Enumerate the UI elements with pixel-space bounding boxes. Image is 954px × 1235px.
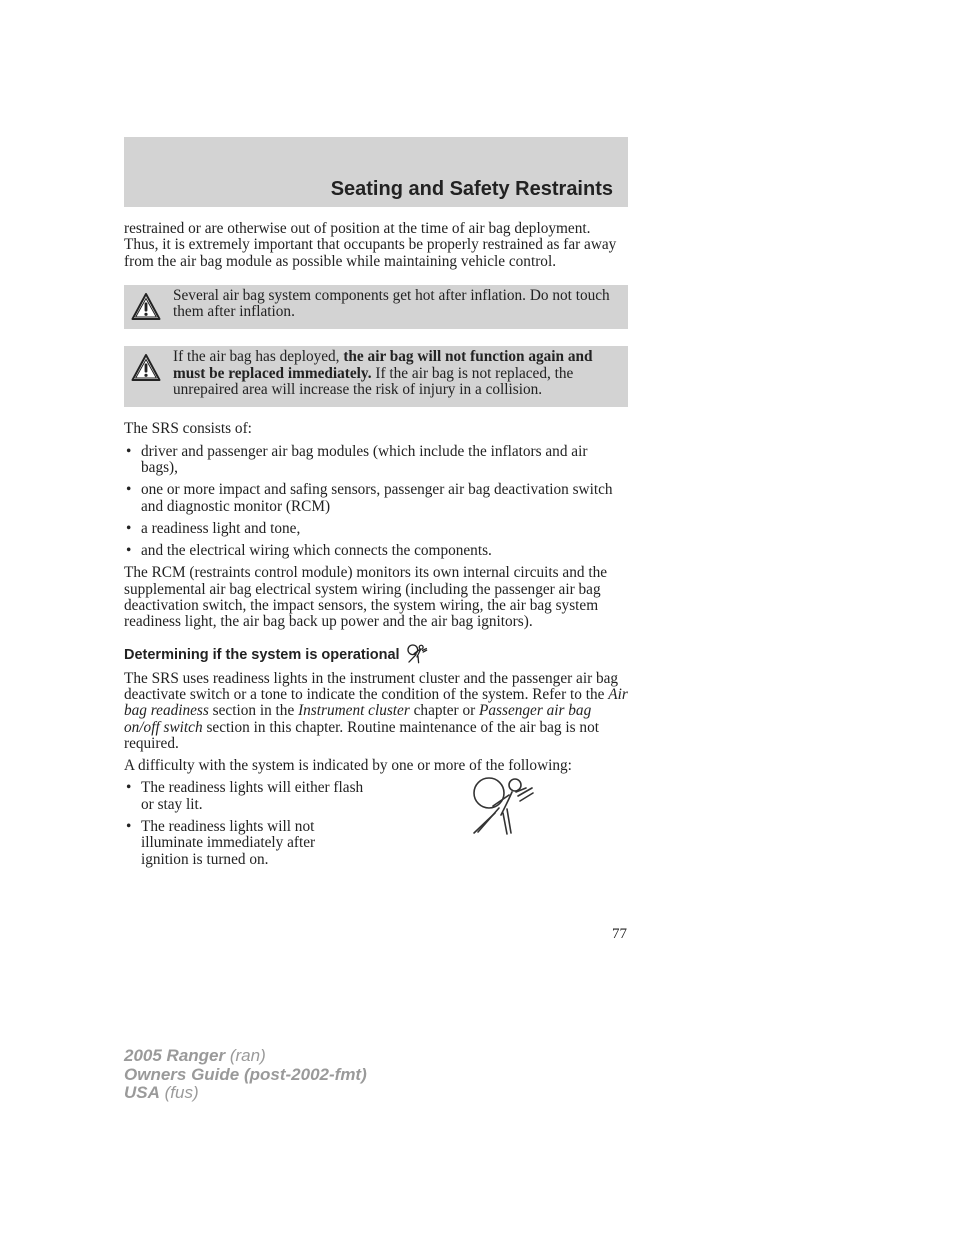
list-item-text: The readiness lights will not illuminate immediately after ignition is turned on. [141, 818, 316, 868]
intro-paragraph: restrained or are otherwise out of position at the time of air bag deployment. Thus, it is extremely important that occupants be properly restrained as far away from the air bag module as possible while maintaining vehicle control. [124, 220, 617, 270]
airbag-readiness-icon [469, 775, 535, 837]
warning-triangle-icon [131, 292, 161, 322]
list-item-text: and the electrical wiring which connects the components. [141, 542, 492, 560]
list-item [124, 819, 364, 868]
section-title: Seating and Safety Restraints [330, 178, 613, 200]
text-run: section in this chapter. Routine maintenance of the air bag is not required. [124, 718, 599, 752]
bullet: • [126, 481, 132, 499]
srs-readiness-paragraph [124, 671, 628, 752]
list-item-text: a readiness light and tone, [141, 519, 301, 537]
reference-air-bag-readiness: Air bag readiness [124, 685, 628, 720]
footer-model-code: (ran) [225, 1046, 266, 1065]
srs-intro: The SRS consists of: [124, 420, 252, 438]
rcm-paragraph: The RCM (restraints control module) monitors its own internal circuits and the supplemental air bag electrical system wiring (including the passenger air bag deactivation switch, the impact sensors, the system wiring, the air bag system readiness light, the air bag back up power and the air bag ignitors). [124, 564, 608, 631]
warning-box-deployed [124, 346, 628, 407]
warning-box-hot-components [124, 285, 628, 330]
list-item-text: driver and passenger air bag modules (which include the inflators and air bags), [141, 442, 588, 476]
list-item-text: The readiness lights will either flash or stay lit. [141, 779, 364, 813]
list-item [124, 780, 364, 813]
difficulty-paragraph: A difficulty with the system is indicated by one or more of the following: [124, 757, 572, 775]
text-run: section in the [208, 702, 299, 720]
srs-component-list [124, 444, 628, 560]
section-heading-text: Determining if the system is operational [124, 646, 400, 663]
difficulty-list [124, 780, 364, 867]
document-footer [124, 1047, 367, 1103]
footer-model: 2005 Ranger [124, 1046, 226, 1065]
page-content [124, 221, 628, 874]
bullet: • [126, 519, 132, 537]
list-item [124, 543, 628, 559]
text-run: chapter or [409, 702, 480, 720]
text-run: The SRS uses readiness lights in the instrument cluster and the passenger air bag deactivate switch or a tone to indicate the condition of the system. Refer to the [124, 669, 619, 703]
section-header-bar [124, 137, 628, 207]
list-item [124, 521, 628, 537]
footer-market: USA [124, 1083, 160, 1102]
footer-line-model [124, 1047, 367, 1066]
bullet: • [126, 542, 132, 560]
airbag-readiness-icon [405, 644, 429, 664]
list-item [124, 482, 628, 515]
section-heading [124, 644, 628, 664]
warning-text: Several air bag system components get hot after inflation. Do not touch them after inflation. [173, 286, 610, 321]
bullet: • [126, 779, 132, 797]
warning-text-end: If the air bag is not replaced, the unrepaired area will increase the risk of injury in a collision. [173, 364, 574, 399]
footer-line-guide: Owners Guide (post-2002-fmt) [124, 1064, 367, 1084]
list-item [124, 444, 628, 477]
bullet: • [126, 818, 132, 836]
list-item-text: one or more impact and safing sensors, passenger air bag deactivation switch and diagnostic monitor (RCM) [141, 481, 613, 515]
footer-line-market [124, 1084, 367, 1103]
warning-text-bold: the air bag will not function again and must be replaced immediately. [173, 348, 593, 382]
warning-text-start: If the air bag has deployed, [173, 348, 344, 366]
footer-market-code: (fus) [159, 1083, 199, 1102]
reference-instrument-cluster: Instrument cluster [298, 702, 410, 720]
page-number: 77 [612, 926, 627, 942]
bullet: • [126, 442, 132, 460]
bottom-row [124, 780, 628, 867]
warning-triangle-icon [131, 353, 161, 383]
reference-passenger-air-bag-switch: Passenger air bag on/off switch [124, 702, 592, 736]
